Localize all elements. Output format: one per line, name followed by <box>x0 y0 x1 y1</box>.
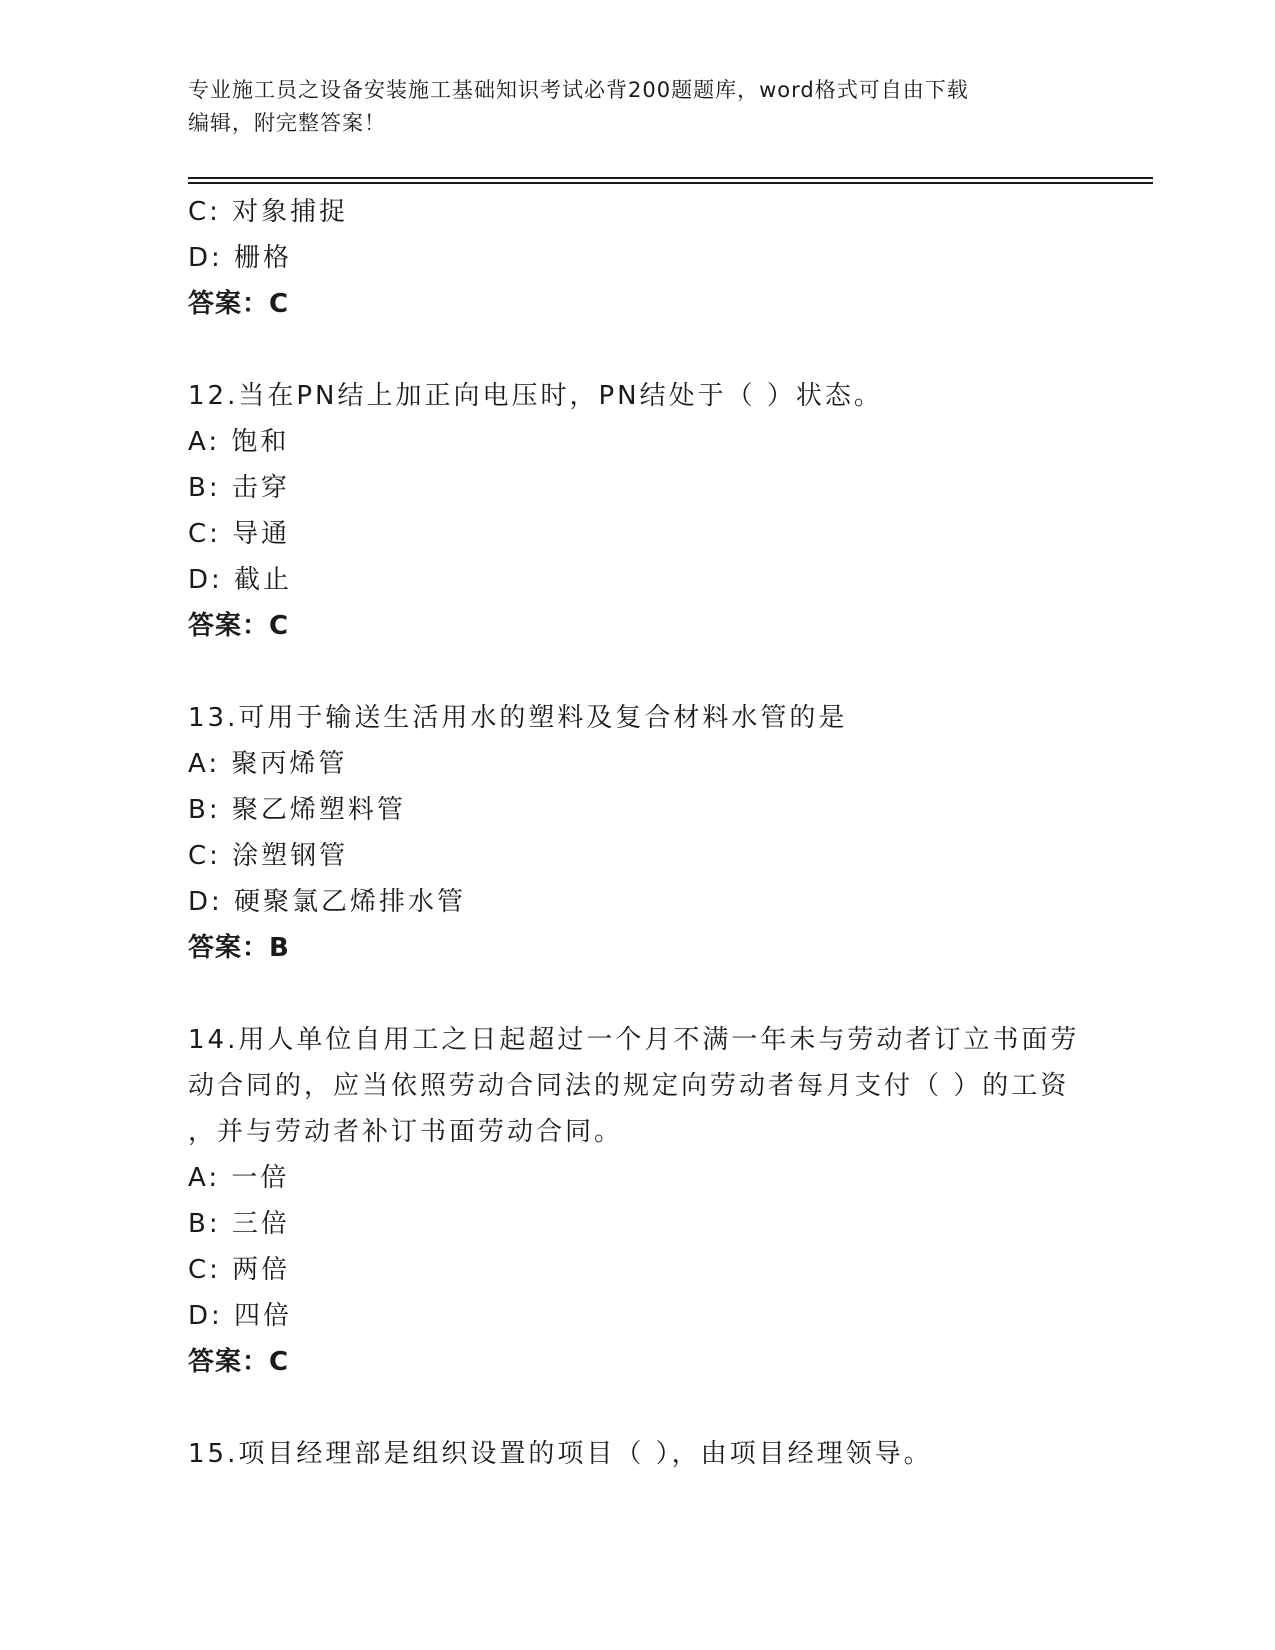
question-text-line-2: 动合同的，应当依照劳动合同法的规定向劳动者每月支付（ ）的工资 <box>188 1071 1070 1101</box>
document-header <box>188 74 1088 140</box>
question-11-continued <box>188 189 1088 327</box>
question-spacer <box>188 327 1088 373</box>
option-d: D: 硬聚氯乙烯排水管 <box>188 887 467 917</box>
header-divider-top <box>188 177 1153 179</box>
option-a: A: 一倍 <box>188 1163 290 1193</box>
question-spacer <box>188 971 1088 1017</box>
question-spacer <box>188 1385 1088 1431</box>
header-line-2: 编辑，附完整答案！ <box>188 111 386 135</box>
answer-line: 答案：B <box>188 933 290 963</box>
question-text: 15.项目经理部是组织设置的项目（ ），由项目经理领导。 <box>188 1439 933 1469</box>
question-spacer <box>188 649 1088 695</box>
question-text: 12.当在PN结上加正向电压时，PN结处于（ ）状态。 <box>188 381 883 411</box>
header-divider-bottom <box>188 182 1153 184</box>
option-d: D: 截止 <box>188 565 293 595</box>
option-a: A: 饱和 <box>188 427 290 457</box>
option-d: D: 栅格 <box>188 243 293 273</box>
question-15 <box>188 1431 1088 1477</box>
option-c: C: 对象捕捉 <box>188 197 349 227</box>
question-text-line-3: ，并与劳动者补订书面劳动合同。 <box>188 1117 624 1147</box>
option-b: B: 击穿 <box>188 473 290 503</box>
option-d: D: 四倍 <box>188 1301 293 1331</box>
question-14 <box>188 1017 1088 1385</box>
question-text-line-1: 14.用人单位自用工之日起超过一个月不满一年未与劳动者订立书面劳 <box>188 1025 1080 1055</box>
question-13 <box>188 695 1088 971</box>
option-c: C: 涂塑钢管 <box>188 841 349 871</box>
answer-line: 答案：C <box>188 611 290 641</box>
question-list <box>188 189 1088 1477</box>
option-c: C: 导通 <box>188 519 291 549</box>
option-a: A: 聚丙烯管 <box>188 749 348 779</box>
question-12 <box>188 373 1088 649</box>
header-line-1: 专业施工员之设备安装施工基础知识考试必背200题题库，word格式可自由下载 <box>188 78 969 102</box>
option-b: B: 聚乙烯塑料管 <box>188 795 406 825</box>
answer-line: 答案：C <box>188 1347 290 1377</box>
answer-line: 答案：C <box>188 289 290 319</box>
option-c: C: 两倍 <box>188 1255 291 1285</box>
question-text: 13.可用于输送生活用水的塑料及复合材料水管的是 <box>188 703 848 733</box>
option-b: B: 三倍 <box>188 1209 290 1239</box>
